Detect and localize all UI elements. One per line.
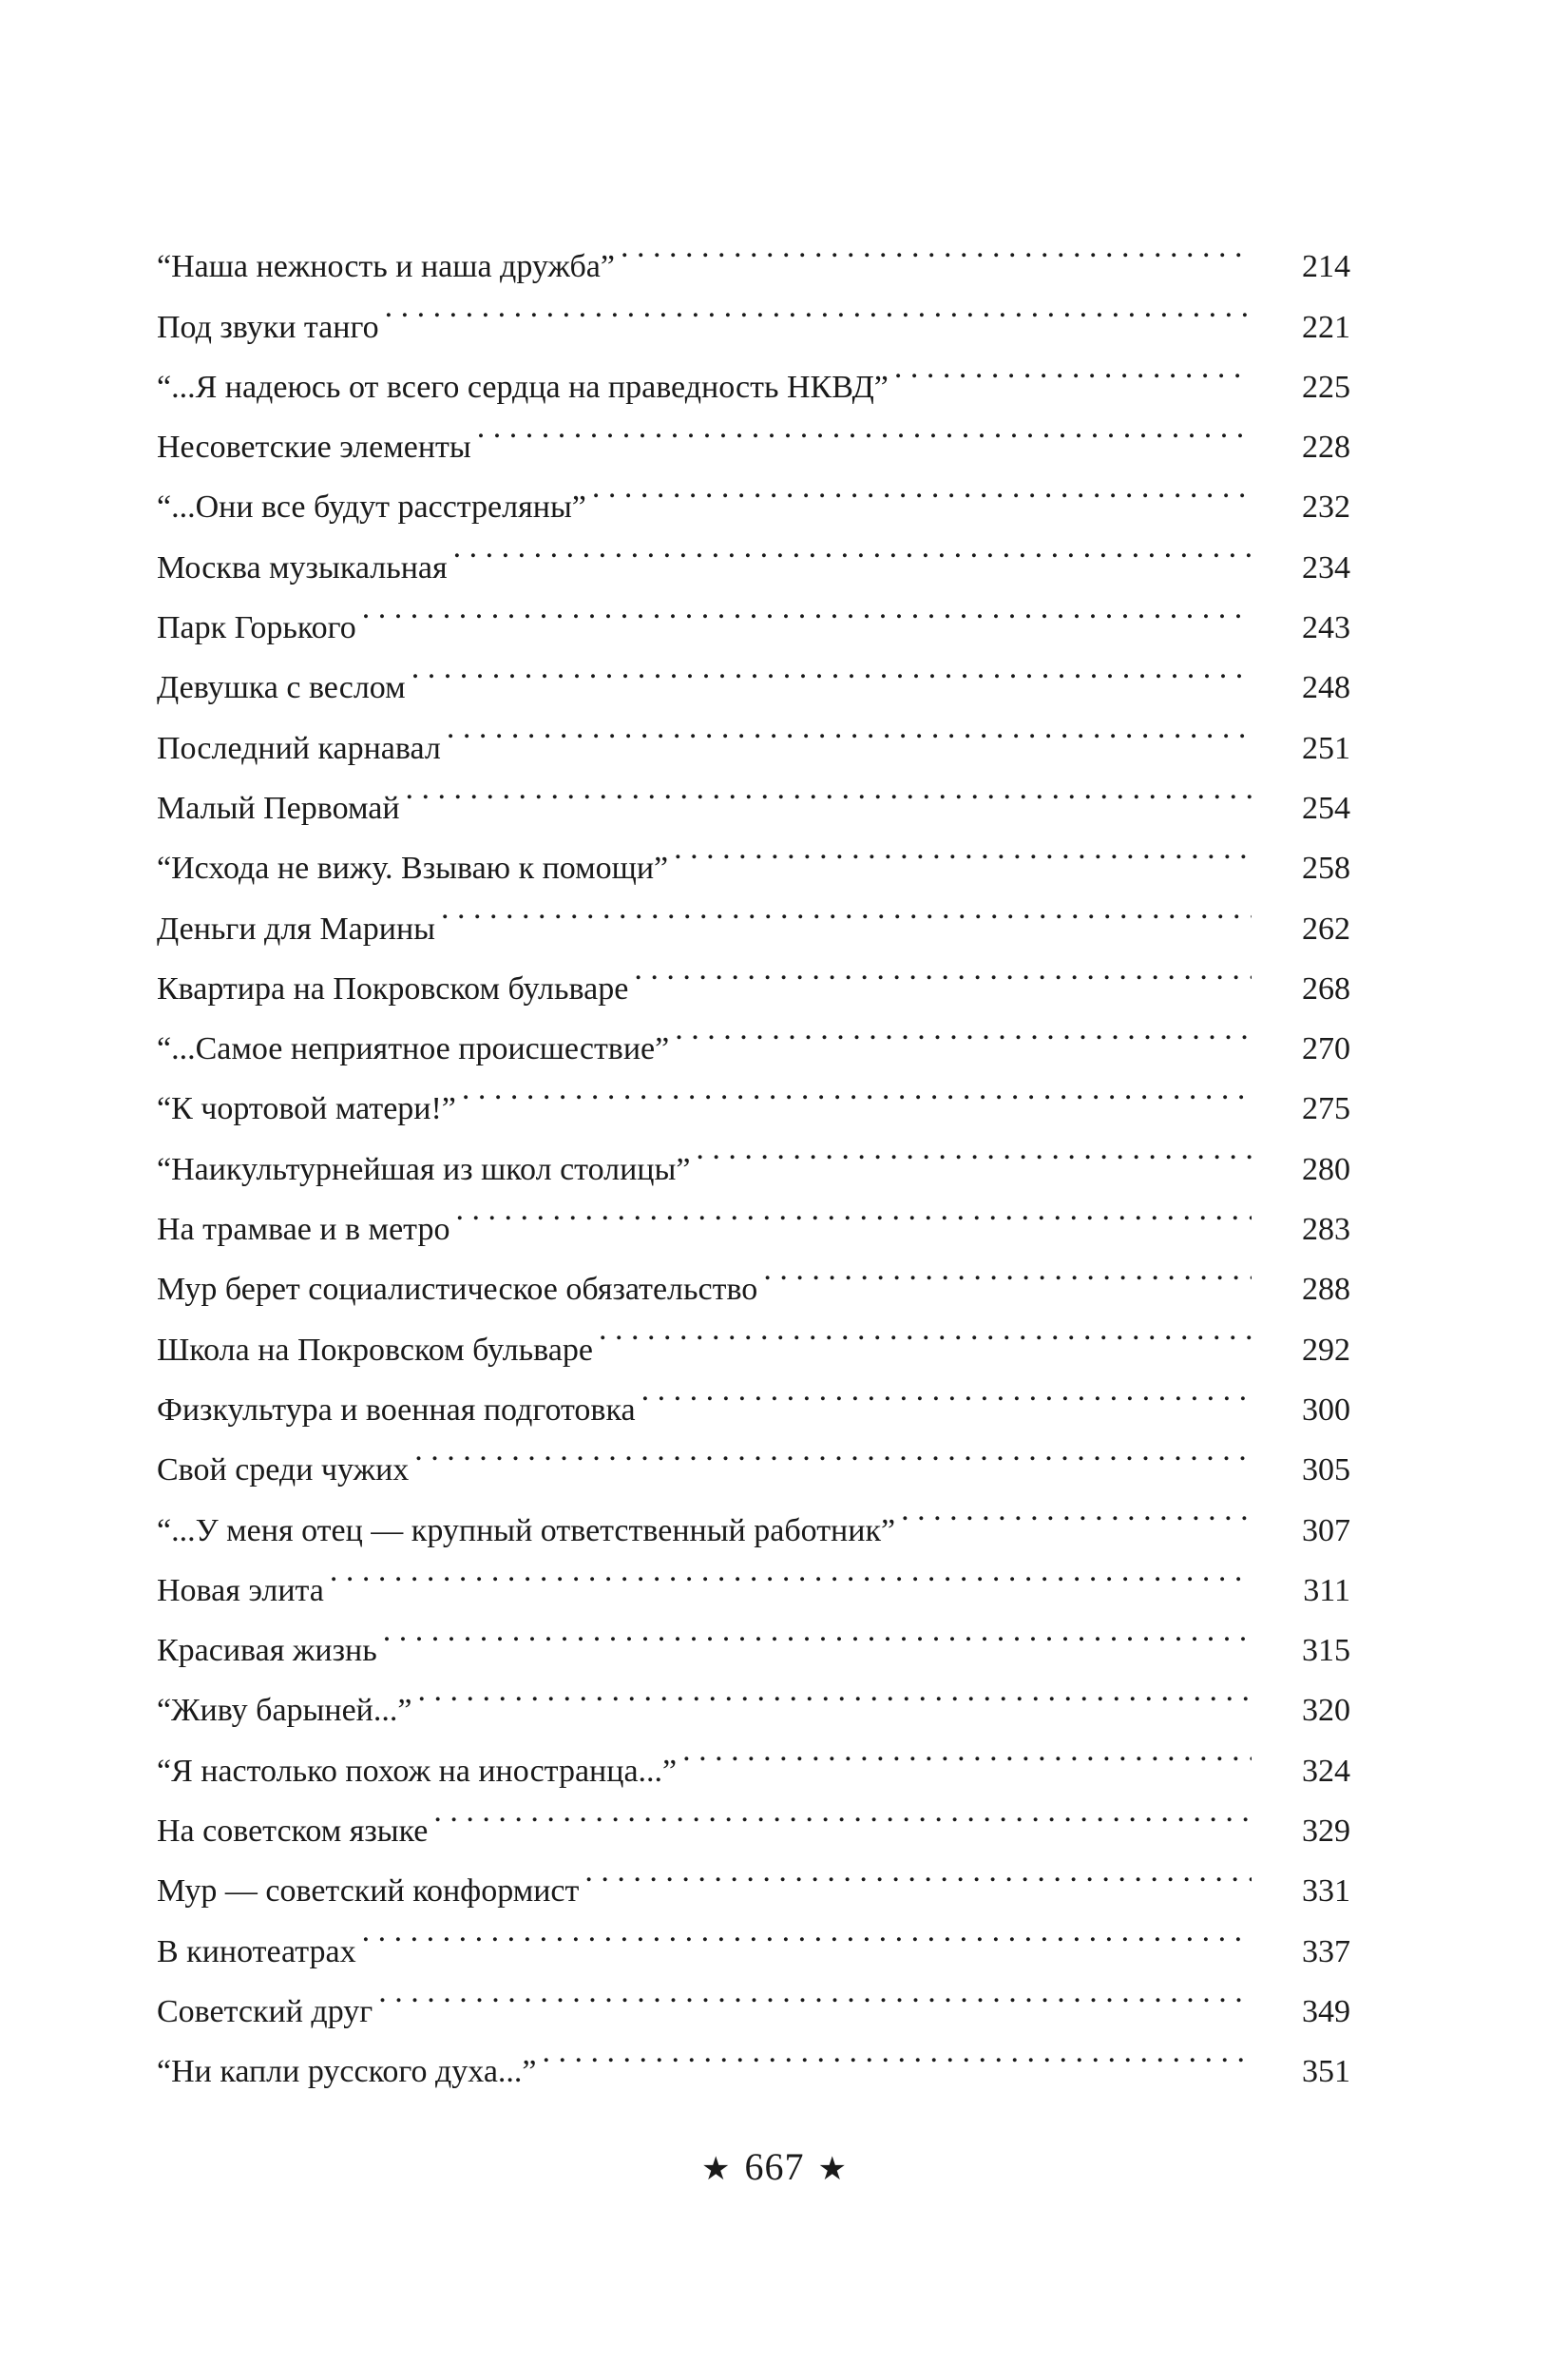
dot-leader	[462, 1059, 1252, 1119]
toc-entry-page: 228	[1302, 430, 1350, 466]
toc-entry-page: 268	[1302, 970, 1350, 1007]
dot-leader	[674, 818, 1252, 878]
dot-leader	[543, 2022, 1253, 2082]
page-number: 667	[744, 2145, 805, 2188]
toc-entry	[157, 1601, 1350, 1669]
toc-entry-title: “Живу барыней...”	[157, 1680, 417, 1740]
dot-leader	[362, 578, 1252, 638]
toc-entry-page: 307	[1302, 1512, 1350, 1548]
toc-entry-title: Школа на Покровском бульваре	[157, 1320, 599, 1380]
toc-entry-page: 275	[1302, 1091, 1350, 1127]
toc-entry-page: 234	[1302, 549, 1350, 585]
toc-entry-page: 324	[1302, 1753, 1350, 1789]
page-number-footer	[0, 2139, 1549, 2198]
toc-entry-title: Новая элита	[157, 1561, 330, 1621]
dot-leader	[330, 1541, 1252, 1601]
toc-entry-page: 311	[1303, 1572, 1350, 1608]
toc-entry-title: Последний карнавал	[157, 719, 447, 778]
toc-entry-page: 315	[1302, 1633, 1350, 1669]
dot-leader	[696, 1119, 1252, 1179]
toc-entry-page: 243	[1302, 610, 1350, 646]
dot-leader	[634, 939, 1252, 999]
toc-entry-page: 331	[1302, 1873, 1350, 1910]
toc-entry-page: 270	[1302, 1031, 1350, 1067]
toc-entry-title: Малый Первомай	[157, 778, 406, 838]
toc-entry-title: Под звуки танго	[157, 298, 385, 357]
toc-entry-page: 225	[1302, 369, 1350, 405]
toc-entry-page: 254	[1302, 790, 1350, 826]
dot-leader	[894, 337, 1252, 397]
toc-entry-page: 305	[1302, 1452, 1350, 1488]
toc-entry-title: “...У меня отец — крупный ответственный работник”	[157, 1501, 901, 1561]
toc-entry-page: 292	[1302, 1332, 1350, 1368]
toc-entry-title: Парк Горького	[157, 598, 362, 658]
dot-leader	[417, 1660, 1252, 1720]
dot-leader	[433, 1781, 1252, 1841]
dot-leader	[592, 457, 1252, 517]
toc-entry-page: 320	[1302, 1693, 1350, 1729]
toc-entry-title: “Я настолько похож на иностранца...”	[157, 1741, 682, 1801]
dot-leader	[406, 758, 1252, 818]
toc-entry-title: “...Они все будут расстреляны”	[157, 477, 592, 537]
table-of-contents	[157, 217, 1350, 2090]
toc-entry-page: 221	[1302, 309, 1350, 345]
toc-entry	[157, 217, 1350, 285]
toc-entry-page: 262	[1302, 911, 1350, 947]
toc-entry-title: Мур берет социалистическое обязательство	[157, 1259, 763, 1319]
toc-entry-title: Несоветские элементы	[157, 417, 477, 477]
dot-leader	[441, 878, 1252, 938]
dot-leader	[383, 1601, 1252, 1660]
toc-entry-page: 258	[1302, 851, 1350, 887]
dot-leader	[453, 517, 1252, 577]
toc-entry-title: На советском языке	[157, 1801, 433, 1861]
toc-entry-title: Мур — советский конформист	[157, 1861, 584, 1921]
toc-entry-title: Красивая жизнь	[157, 1621, 383, 1680]
dot-leader	[411, 638, 1252, 698]
toc-entry-title: “...Я надеюсь от всего сердца на праведность НКВД”	[157, 357, 894, 417]
dot-leader	[455, 1180, 1252, 1239]
dot-leader	[385, 277, 1252, 336]
toc-entry-title: “Наша нежность и наша дружба”	[157, 237, 621, 297]
dot-leader	[362, 1901, 1252, 1961]
toc-entry-page: 251	[1302, 730, 1350, 766]
toc-entry-title: Деньги для Марины	[157, 899, 441, 959]
star-icon: ★	[701, 2150, 732, 2188]
dot-leader	[414, 1420, 1252, 1480]
toc-entry-page: 300	[1302, 1392, 1350, 1428]
dot-leader	[477, 397, 1252, 457]
dot-leader	[641, 1360, 1252, 1420]
dot-leader	[584, 1841, 1252, 1901]
toc-entry-title: Квартира на Покровском бульваре	[157, 959, 634, 1019]
dot-leader	[675, 999, 1252, 1059]
dot-leader	[901, 1480, 1252, 1540]
dot-leader	[599, 1299, 1252, 1359]
toc-entry-title: Советский друг	[157, 1982, 378, 2042]
toc-entry-page: 248	[1302, 670, 1350, 706]
toc-entry-title: “Исхода не вижу. Взываю к помощи”	[157, 838, 674, 898]
toc-entry-page: 349	[1302, 1993, 1350, 2029]
toc-entry-title: “...Самое неприятное происшествие”	[157, 1019, 675, 1079]
toc-entry-title: Москва музыкальная	[157, 538, 453, 598]
dot-leader	[447, 698, 1252, 758]
toc-entry-page: 351	[1302, 2054, 1350, 2090]
toc-entry-title: “Наикультурнейшая из школ столицы”	[157, 1140, 696, 1200]
dot-leader	[378, 1962, 1252, 2022]
dot-leader	[763, 1239, 1252, 1299]
toc-entry-page: 288	[1302, 1272, 1350, 1308]
toc-entry-title: На трамвае и в метро	[157, 1200, 455, 1259]
toc-entry-page: 337	[1302, 1933, 1350, 1969]
toc-entry-title: “К чортовой матери!”	[157, 1079, 462, 1139]
toc-entry-title: Физкультура и военная подготовка	[157, 1380, 641, 1440]
star-icon: ★	[817, 2150, 848, 2188]
toc-entry-page: 232	[1302, 489, 1350, 526]
toc-entry-title: “Ни капли русского духа...”	[157, 2042, 543, 2102]
toc-entry-page: 280	[1302, 1151, 1350, 1187]
toc-entry-page: 214	[1302, 249, 1350, 285]
toc-entry-page: 283	[1302, 1212, 1350, 1248]
toc-entry-title: Девушка с веслом	[157, 658, 411, 718]
dot-leader	[682, 1720, 1252, 1780]
dot-leader	[621, 217, 1252, 277]
toc-entry	[157, 1541, 1350, 1608]
toc-entry-title: Свой среди чужих	[157, 1440, 414, 1500]
toc-entry-page: 329	[1302, 1814, 1350, 1850]
toc-entry-title: В кинотеатрах	[157, 1922, 362, 1982]
